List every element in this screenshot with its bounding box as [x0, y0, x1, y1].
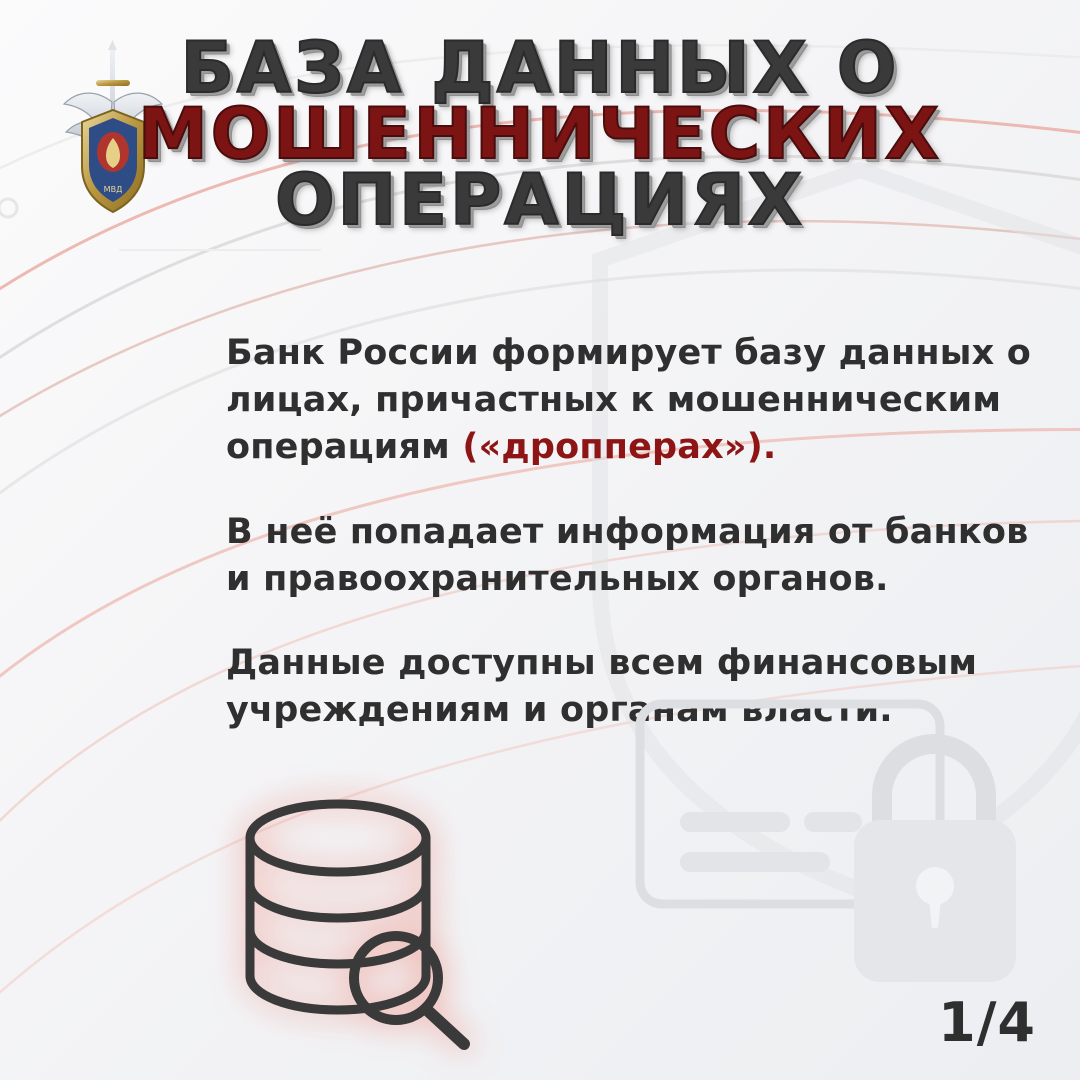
title-line-2: МОШЕННИЧЕСКИХ — [138, 92, 942, 175]
id-card-icon — [632, 694, 1062, 1014]
padlock-icon — [854, 744, 1016, 982]
body-copy — [226, 330, 1046, 734]
paragraph-1 — [226, 330, 1046, 471]
page-title — [0, 27, 1080, 241]
database-search-icon — [228, 790, 478, 1050]
paragraph-1-text: Банк России формирует базу данных о лицах, причастных к мошенническим операциям — [226, 333, 1031, 467]
svg-text:МВД: МВД — [103, 185, 123, 194]
title-line-3: ОПЕРАЦИЯХ — [275, 158, 805, 241]
page-counter: 1/4 — [938, 991, 1036, 1054]
paragraph-2 — [226, 509, 1046, 603]
title-line-1: БАЗА ДАННЫХ О — [180, 27, 900, 109]
paragraph-1-accent: («дропперах»). — [462, 426, 777, 467]
paragraph-2-text: В неё попадает информация от банков и правоохранительных органов. — [226, 511, 1029, 599]
paragraph-3-text: Данные доступны всем финансовым учреждениям и органам власти. — [226, 643, 978, 731]
